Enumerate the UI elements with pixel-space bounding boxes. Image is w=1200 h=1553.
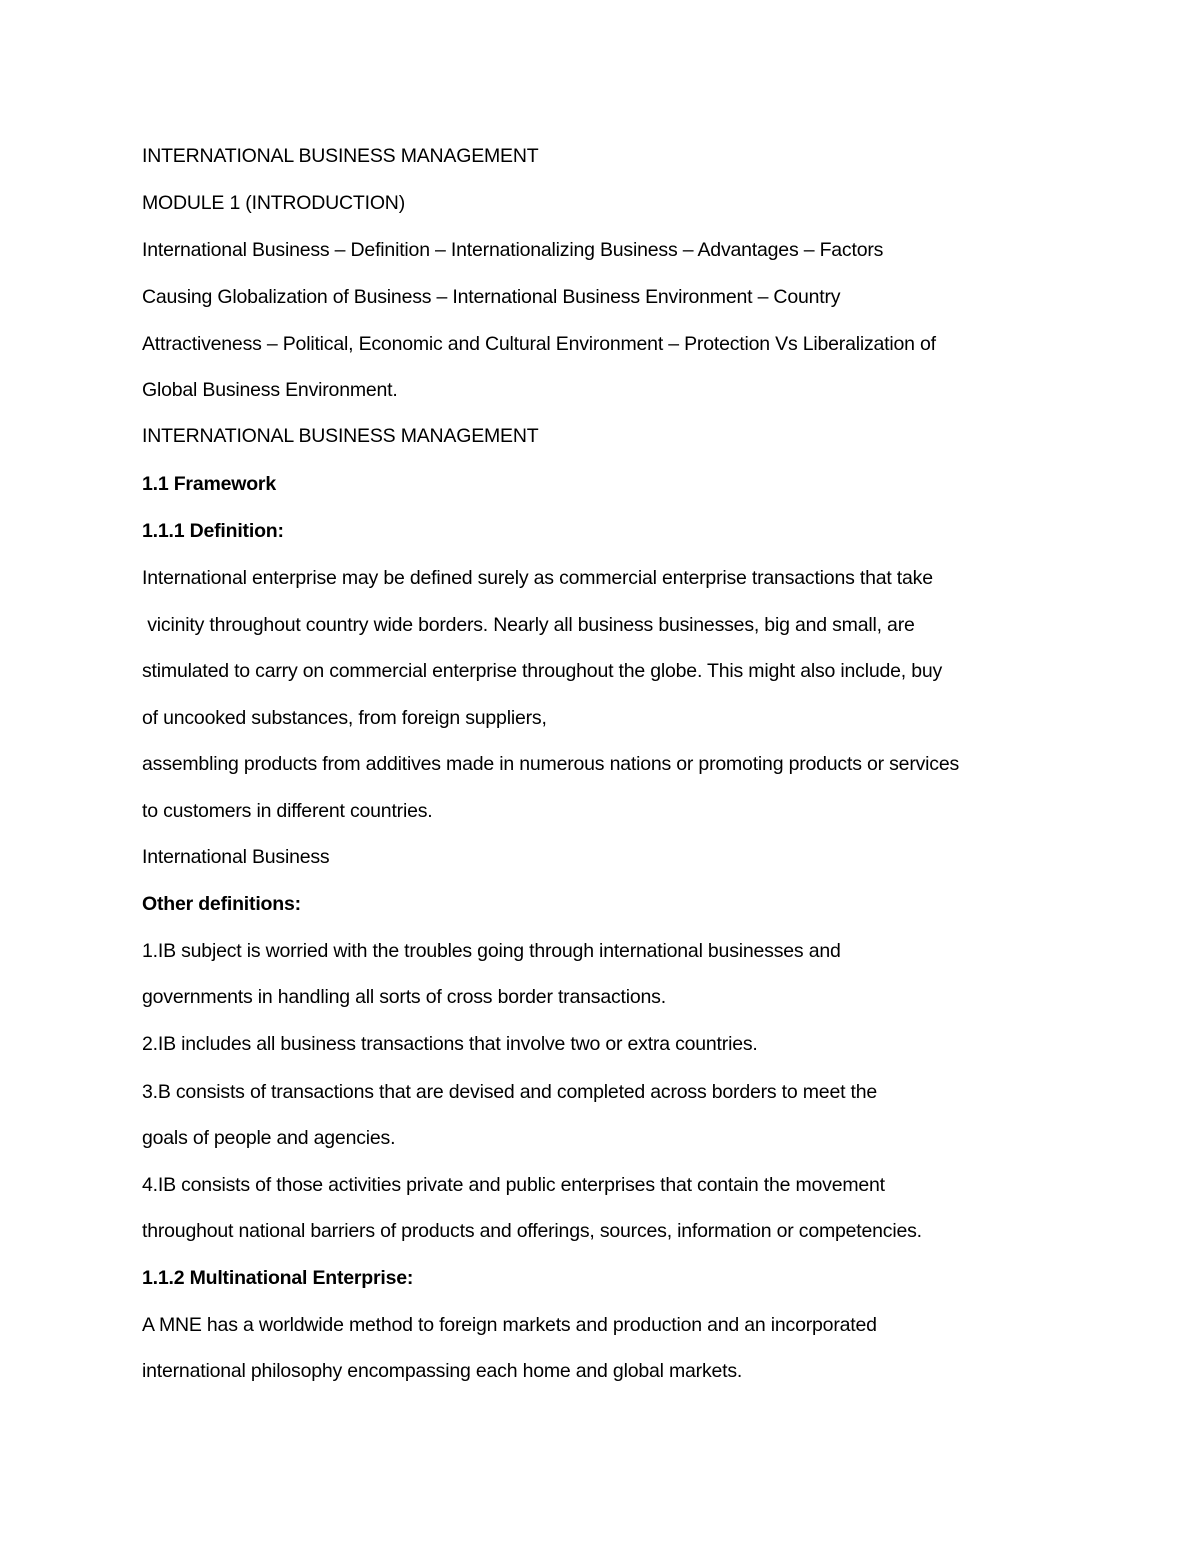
heading-definition: 1.1.1 Definition: xyxy=(142,520,284,542)
label-international-business: International Business xyxy=(142,846,330,868)
paragraph-line: stimulated to carry on commercial enterprise throughout the globe. This might also include, buy xyxy=(142,660,943,682)
paragraph-line: of uncooked substances, from foreign suppliers, xyxy=(142,707,547,729)
definition-item: 4.IB consists of those activities private and public enterprises that contain the movement xyxy=(142,1174,885,1196)
module-heading: MODULE 1 (INTRODUCTION) xyxy=(142,192,405,214)
definition-item: goals of people and agencies. xyxy=(142,1127,396,1149)
paragraph-line: International enterprise may be defined surely as commercial enterprise transactions that take xyxy=(142,567,933,589)
heading-multinational-enterprise: 1.1.2 Multinational Enterprise: xyxy=(142,1267,414,1289)
definition-item: 2.IB includes all business transactions that involve two or extra countries. xyxy=(142,1033,758,1055)
paragraph-line: vicinity throughout country wide borders. Nearly all business businesses, big and small, are xyxy=(142,614,915,636)
syllabus-line: Causing Globalization of Business – International Business Environment – Country xyxy=(142,286,841,308)
syllabus-line: International Business – Definition – Internationalizing Business – Advantages – Factors xyxy=(142,239,884,261)
definition-item: 1.IB subject is worried with the troubles going through international businesses and xyxy=(142,940,841,962)
paragraph-line: A MNE has a worldwide method to foreign markets and production and an incorporated xyxy=(142,1314,877,1336)
heading-other-definitions: Other definitions: xyxy=(142,893,301,915)
doc-title: INTERNATIONAL BUSINESS MANAGEMENT xyxy=(142,145,539,167)
section-title: INTERNATIONAL BUSINESS MANAGEMENT xyxy=(142,425,539,447)
syllabus-line: Global Business Environment. xyxy=(142,379,398,401)
definition-item: throughout national barriers of products and offerings, sources, information or competencies. xyxy=(142,1220,922,1242)
paragraph-line: international philosophy encompassing each home and global markets. xyxy=(142,1360,743,1382)
definition-item: 3.B consists of transactions that are devised and completed across borders to meet the xyxy=(142,1081,878,1103)
definition-item: governments in handling all sorts of cross border transactions. xyxy=(142,986,666,1008)
paragraph-line: to customers in different countries. xyxy=(142,800,433,822)
heading-framework: 1.1 Framework xyxy=(142,473,276,495)
syllabus-line: Attractiveness – Political, Economic and Cultural Environment – Protection Vs Liberalization of xyxy=(142,333,936,355)
paragraph-line: assembling products from additives made in numerous nations or promoting products or services xyxy=(142,753,960,775)
